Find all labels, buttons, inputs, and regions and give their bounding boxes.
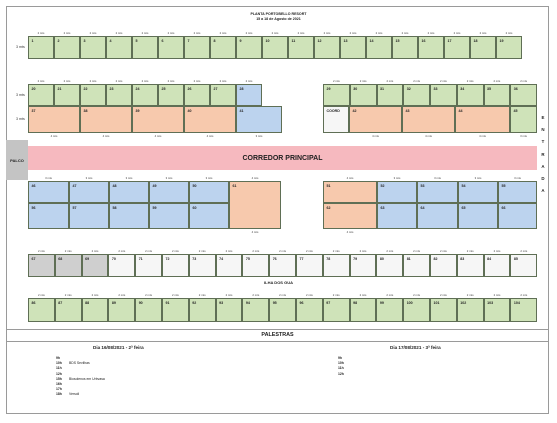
dimension-label: 4 mts	[346, 176, 354, 180]
booth-43: 43	[402, 106, 455, 133]
dimension-label: 2 mts	[413, 293, 421, 297]
booth-56: 56	[28, 203, 69, 229]
dimension-label: 2 mts	[37, 249, 45, 253]
booth-74: 74	[216, 254, 243, 277]
dimension-label: 2 mts	[91, 293, 99, 297]
schedule-hour: 11h	[56, 366, 62, 371]
dimension-label: 2 mts	[225, 249, 233, 253]
booth-98: 98	[350, 298, 377, 322]
booth-83: 83	[457, 254, 484, 277]
dimension-label: 3 mts	[474, 176, 482, 180]
dimension-label: 2 mts	[171, 293, 179, 297]
booth-73: 73	[189, 254, 216, 277]
plan-title: PLANTA PORTOBELLO RESORT	[250, 12, 307, 16]
lectures-divider-top	[6, 329, 549, 330]
booth-42: 42	[349, 106, 402, 133]
booth-8: 8	[210, 36, 236, 59]
entrance-letter: E	[541, 115, 545, 120]
dimension-label: 2 mts	[115, 31, 123, 35]
booth-67: 67	[28, 254, 55, 277]
schedule-row	[56, 392, 105, 397]
booth-30: 30	[350, 84, 377, 106]
dimension-label: 2 mts	[493, 79, 501, 83]
booth-100: 100	[403, 298, 430, 322]
dimension-label: 2 mts	[64, 249, 72, 253]
row-height-label: 3 mts	[16, 93, 25, 97]
booth-18: 18	[470, 36, 496, 59]
dimension-label: 2 mts	[466, 249, 474, 253]
dimension-label: 2 mts	[252, 249, 260, 253]
dimension-label: 2 mts	[193, 31, 201, 35]
booth-24: 24	[132, 84, 158, 106]
booth-38: 38	[80, 106, 132, 133]
dimension-label: 4 mts	[251, 230, 259, 234]
dimension-label: 2 mts	[466, 293, 474, 297]
booth-35: 35	[484, 84, 511, 106]
booth-5: 5	[132, 36, 158, 59]
booth-86: 86	[28, 298, 55, 322]
booth-51: 51	[323, 181, 377, 203]
dimension-label: 4 mts	[479, 134, 486, 138]
dimension-label: 2 mts	[386, 293, 394, 297]
dimension-label: 3 mts	[514, 176, 521, 180]
dimension-label: 2 mts	[37, 79, 45, 83]
dimension-label: 2 mts	[198, 293, 206, 297]
dimension-label: 2 mts	[466, 79, 474, 83]
booth-12: 12	[314, 36, 340, 59]
booth-16: 16	[418, 36, 444, 59]
booth-54: 54	[458, 181, 498, 203]
dimension-label: 2 mts	[520, 249, 528, 253]
dimension-label: 3 mts	[393, 176, 401, 180]
booth-58: 58	[109, 203, 149, 229]
booth-25: 25	[158, 84, 184, 106]
booth-101: 101	[430, 298, 457, 322]
booth-68: 68	[55, 254, 82, 277]
row-height-label: 3 mts	[16, 45, 25, 49]
dimension-label: 2 mts	[453, 31, 461, 35]
dimension-label: 2 mts	[439, 79, 447, 83]
dimension-label: 2 mts	[413, 249, 421, 253]
dimension-label: 2 mts	[505, 31, 513, 35]
booth-70: 70	[108, 254, 135, 277]
booth-99: 99	[376, 298, 403, 322]
dimension-label: 3 mts	[205, 176, 213, 180]
booth-20: 20	[28, 84, 54, 106]
dimension-label: 2 mts	[37, 31, 45, 35]
dimension-label: 4 mts	[346, 230, 354, 234]
stage: PALCO	[6, 140, 28, 180]
booth-60: 60	[189, 203, 229, 229]
dimension-label: 2 mts	[219, 79, 227, 83]
booth-17: 17	[444, 36, 470, 59]
dimension-label: 2 mts	[359, 293, 367, 297]
dimension-label: 2 mts	[493, 293, 501, 297]
lectures-title: PALESTRAS	[261, 332, 294, 338]
schedule-topic: BDS Sevilhas	[69, 361, 90, 366]
dimension-label: 2 mts	[479, 31, 487, 35]
booth-84: 84	[484, 254, 511, 277]
schedule-hour: 9h	[56, 356, 60, 360]
dimension-label: 2 mts	[198, 249, 206, 253]
dimension-label: 2 mts	[520, 79, 528, 83]
booth-1: 1	[28, 36, 54, 59]
booth-90: 90	[135, 298, 162, 322]
dimension-label: 2 mts	[323, 31, 331, 35]
booth-6: 6	[158, 36, 184, 59]
dimension-label: 2 mts	[171, 249, 179, 253]
booth-62: 62	[323, 203, 377, 229]
booth-52: 52	[377, 181, 417, 203]
booth-102: 102	[457, 298, 484, 322]
booth-76: 76	[269, 254, 296, 277]
booth-37: 37	[28, 106, 80, 133]
dimension-label: 2 mts	[413, 79, 421, 83]
booth-23: 23	[106, 84, 132, 106]
dimension-label: 2 mts	[64, 293, 72, 297]
dimension-label: 2 mts	[115, 79, 123, 83]
booth-59: 59	[149, 203, 189, 229]
schedule-hour: 17h	[56, 387, 62, 392]
dimension-label: 2 mts	[305, 293, 313, 297]
entrance-letter: N	[541, 127, 545, 133]
dimension-label: 2 mts	[271, 31, 279, 35]
plan-date: 15 a 18 de Agosto de 2021	[256, 17, 301, 21]
schedule-hour: 10h	[338, 361, 344, 366]
dimension-label: 2 mts	[37, 293, 45, 297]
dimension-label: 2 mts	[118, 249, 126, 253]
dimension-label: 2 mts	[89, 79, 97, 83]
booth-63: 63	[377, 203, 417, 229]
schedule-hour: 18h	[56, 392, 62, 397]
dimension-label: 2 mts	[332, 79, 340, 83]
booth-27: 27	[210, 84, 236, 106]
dimension-label: 2 mts	[359, 79, 367, 83]
dimension-label: 2 mts	[219, 31, 227, 35]
booth-103: 103	[484, 298, 511, 322]
dimension-label: 2 mts	[386, 79, 394, 83]
booth-104: 104	[510, 298, 537, 322]
booth-82: 82	[430, 254, 457, 277]
booth-21: 21	[54, 84, 80, 106]
booth-71: 71	[135, 254, 162, 277]
booth-66: 66	[498, 203, 537, 229]
schedule-hour: 15h	[56, 376, 62, 381]
schedule-hour: 11h	[338, 366, 344, 371]
dimension-label: 4 mts	[251, 176, 259, 180]
booth-88: 88	[82, 298, 109, 322]
booth-36: 36	[510, 84, 537, 106]
entrance-label	[540, 112, 546, 197]
booth-9: 9	[236, 36, 262, 59]
schedule-hour: 9h	[338, 356, 342, 360]
booth-85: 85	[510, 254, 537, 277]
dimension-label: 2 mts	[520, 293, 528, 297]
schedule-row	[338, 372, 351, 377]
island-label: ILHA DOS GUA	[264, 280, 293, 285]
booth-15: 15	[392, 36, 418, 59]
booth-4: 4	[106, 36, 132, 59]
dimension-label: 2 mts	[145, 249, 153, 253]
dimension-label: 2 mts	[279, 293, 287, 297]
booth-93: 93	[216, 298, 243, 322]
schedule-hour: 12h	[56, 371, 62, 376]
booth-80: 80	[376, 254, 403, 277]
dimension-label: 2 mts	[89, 31, 97, 35]
booth-91: 91	[162, 298, 189, 322]
dimension-label: 2 mts	[439, 293, 447, 297]
dimension-label: 2 mts	[118, 293, 126, 297]
dimension-label: 2 mts	[91, 249, 99, 253]
dimension-label: 2 mts	[375, 31, 383, 35]
dimension-label: 2 mts	[225, 293, 233, 297]
booth-40: 40	[184, 106, 236, 133]
booth-22: 22	[80, 84, 106, 106]
day2-schedule	[338, 356, 351, 377]
booth-39: 39	[132, 106, 184, 133]
booth-89: 89	[108, 298, 135, 322]
booth-61: 61	[229, 181, 281, 229]
booth-65: 65	[458, 203, 498, 229]
dimension-label: 2 mts	[349, 31, 357, 35]
dimension-label: 2 mts	[167, 31, 175, 35]
dimension-label: 2 mts	[427, 31, 435, 35]
dimension-label: 4 mts	[50, 134, 58, 138]
booth-32: 32	[403, 84, 430, 106]
booth-10: 10	[262, 36, 288, 59]
dimension-label: 4 mts	[206, 134, 214, 138]
booth-94: 94	[242, 298, 269, 322]
dimension-label: 2 mts	[359, 249, 367, 253]
booth-28: 28	[236, 84, 262, 106]
booth-19: 19	[496, 36, 522, 59]
booth-92: 92	[189, 298, 216, 322]
booth-31: 31	[377, 84, 404, 106]
dimension-label: 4 mts	[154, 134, 162, 138]
day1-title: Dia 16/08/2021 - 2ª feira	[93, 345, 144, 350]
booth-26: 26	[184, 84, 210, 106]
day2-title: Dia 17/08/2021 - 3ª feira	[390, 345, 441, 350]
schedule-topic: Versoli	[69, 392, 80, 397]
dimension-label: 2 mts	[193, 79, 201, 83]
booth-41: 41	[236, 106, 282, 133]
day1-schedule	[56, 356, 105, 398]
dimension-label: 4 mts	[102, 134, 110, 138]
booth-97: 97	[323, 298, 350, 322]
booth-7: 7	[184, 36, 210, 59]
dimension-label: 4 mts	[425, 134, 432, 138]
dimension-label: 2 mts	[386, 249, 394, 253]
booth-14: 14	[366, 36, 392, 59]
booth-64: 64	[417, 203, 458, 229]
dimension-label: 3 mts	[255, 134, 263, 138]
dimension-label: 3 mts	[85, 176, 93, 180]
dimension-label: 3 mts	[434, 176, 441, 180]
row-height-label: 3 mts	[16, 117, 25, 121]
booth-96: 96	[296, 298, 323, 322]
dimension-label: 2 mts	[332, 293, 340, 297]
entrance-letter: A	[541, 188, 545, 194]
booth-72: 72	[162, 254, 189, 277]
entrance-letter: T	[541, 139, 545, 145]
booth-44: 44	[455, 106, 510, 133]
booth-69: 69	[82, 254, 109, 277]
booth-87: 87	[55, 298, 82, 322]
dimension-label: 2 mts	[493, 249, 501, 253]
dimension-label: 2 mts	[332, 249, 340, 253]
dimension-label: 2 mts	[279, 249, 287, 253]
booth-47: 47	[69, 181, 109, 203]
booth-81: 81	[403, 254, 430, 277]
dimension-label: 2 mts	[141, 79, 149, 83]
schedule-hour: 12h	[338, 371, 344, 376]
dimension-label: 2 mts	[63, 79, 71, 83]
booth-coord: COORD	[323, 106, 349, 133]
booth-11: 11	[288, 36, 314, 59]
dimension-label: 2 mts	[305, 249, 313, 253]
booth-34: 34	[457, 84, 484, 106]
booth-77: 77	[296, 254, 323, 277]
booth-33: 33	[430, 84, 457, 106]
booth-29: 29	[323, 84, 350, 106]
booth-49: 49	[149, 181, 189, 203]
dimension-label: 2 mts	[245, 31, 253, 35]
dimension-label: 3 mts	[165, 176, 173, 180]
entrance-letter: R	[541, 151, 545, 157]
dimension-label: 2 mts	[439, 249, 447, 253]
dimension-label: 2 mts	[252, 293, 260, 297]
dimension-label: 2 mts	[401, 31, 409, 35]
dimension-label: 2 mts	[245, 79, 253, 83]
dimension-label: 3 mts	[125, 176, 133, 180]
dimension-label: 3 mts	[520, 134, 527, 138]
dimension-label: 3 mts	[45, 176, 52, 180]
booth-57: 57	[69, 203, 109, 229]
dimension-label: 2 mts	[297, 31, 305, 35]
schedule-topic: Biosolenos em Urbvasa	[69, 376, 105, 381]
booth-55: 55	[498, 181, 537, 203]
booth-46: 46	[28, 181, 69, 203]
booth-45: 45	[510, 106, 537, 133]
booth-2: 2	[54, 36, 80, 59]
dimension-label: 2 mts	[63, 31, 71, 35]
booth-50: 50	[189, 181, 229, 203]
entrance-letter: A	[541, 163, 545, 169]
dimension-label: 2 mts	[141, 31, 149, 35]
schedule-hour: 16h	[56, 382, 62, 387]
booth-48: 48	[109, 181, 149, 203]
entrance-letter: D	[541, 176, 545, 182]
booth-78: 78	[323, 254, 350, 277]
dimension-label: 4 mts	[372, 134, 379, 138]
schedule-hour: 10h	[56, 361, 62, 366]
booth-13: 13	[340, 36, 366, 59]
booth-79: 79	[350, 254, 377, 277]
booth-95: 95	[269, 298, 296, 322]
main-corridor: CORREDOR PRINCIPAL	[28, 146, 537, 170]
lectures-divider-bottom	[6, 341, 549, 342]
booth-3: 3	[80, 36, 106, 59]
dimension-label: 2 mts	[145, 293, 153, 297]
dimension-label: 2 mts	[167, 79, 175, 83]
booth-53: 53	[417, 181, 458, 203]
booth-75: 75	[242, 254, 269, 277]
